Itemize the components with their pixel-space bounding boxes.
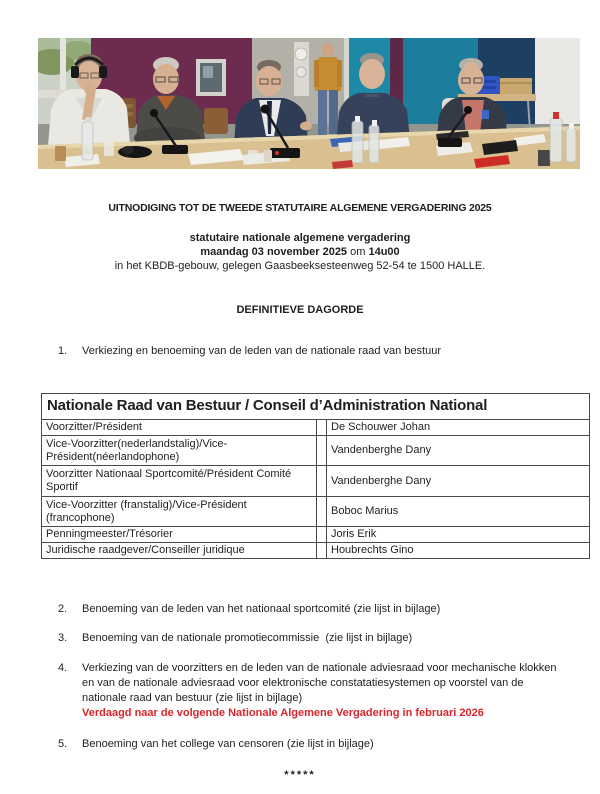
agenda-item-text: Verkiezing van de voorzitters en de leden van de nationale adviesraad voor mechanische klokken en van de nationale adviesraad voor elektronische constatatiesystemen op voorstel van de nationale raad van bestuur (zie lijst in bijlage) [82, 662, 560, 704]
name-cell: Vandenberghe Dany [327, 466, 590, 497]
subtitle-line1: statutaire nationale algemene vergadering [189, 232, 411, 244]
agenda-item-number: 4. [58, 662, 68, 674]
role-cell: Penningmeester/Trésorier [42, 527, 317, 543]
role-cell: Voorzitter Nationaal Sportcomité/Président Comité Sportif [42, 466, 317, 497]
name-cell: Vandenberghe Dany [327, 436, 590, 466]
spacer-cell [317, 543, 327, 559]
table-row [42, 466, 590, 497]
spacer-cell [317, 466, 327, 497]
postponement-note: Verdaagd naar de volgende Nationale Algemene Vergadering in februari 2026 [82, 707, 484, 719]
role-cell: Voorzitter/Président [42, 420, 317, 436]
meeting-time: 14u00 [368, 246, 400, 258]
agenda-item-2 [58, 602, 558, 617]
agenda-item-number: 3. [58, 632, 68, 644]
subtitle-line2-connector: om [347, 246, 369, 258]
spacer-cell [317, 420, 327, 436]
spacer-cell [317, 436, 327, 466]
board-table-title: Nationale Raad van Bestuur / Conseil d’Administration National [42, 394, 590, 420]
table-row [42, 436, 590, 466]
table-row [42, 497, 590, 527]
agenda-item-text: Benoeming van het college van censoren (zie lijst in bijlage) [82, 738, 374, 750]
agenda-item-number: 2. [58, 603, 68, 615]
role-cell: Vice-Voorzitter (franstalig)/Vice-Président (francophone) [42, 497, 317, 527]
table-row [42, 420, 590, 436]
role-cell: Juridische raadgever/Conseiller juridique [42, 543, 317, 559]
table-row [42, 543, 590, 559]
name-cell: Joris Erik [327, 527, 590, 543]
name-cell: Boboc Marius [327, 497, 590, 527]
meeting-photo [38, 38, 580, 169]
spacer-cell [317, 527, 327, 543]
agenda-item-text: Benoeming van de leden van het nationaal sportcomité (zie lijst in bijlage) [82, 603, 441, 615]
role-cell: Vice-Voorzitter(nederlandstalig)/Vice-Président(néerlandophone) [42, 436, 317, 466]
agenda-item-number: 1. [58, 345, 68, 357]
subtitle-line2 [0, 245, 600, 259]
agenda-heading: DEFINITIEVE DAGORDE [236, 304, 364, 316]
agenda-item-1 [58, 344, 558, 359]
name-cell: De Schouwer Johan [327, 420, 590, 436]
name-cell: Houbrechts Gino [327, 543, 590, 559]
spacer-cell [317, 497, 327, 527]
agenda-item-5 [58, 737, 558, 752]
meeting-photo-illustration [38, 38, 580, 169]
meeting-date: maandag 03 november 2025 [200, 246, 348, 258]
board-table-header-row [42, 394, 590, 420]
document-title: UITNODIGING TOT DE TWEEDE STATUTAIRE ALGEMENE VERGADERING 2025 [108, 202, 492, 214]
agenda-item-4 [58, 661, 558, 721]
meeting-subtitle [0, 231, 600, 273]
meeting-location: in het KBDB-gebouw, gelegen Gaasbeeksesteenweg 52-54 te 1500 HALLE. [114, 260, 486, 272]
board-table [41, 393, 590, 559]
agenda-item-number: 5. [58, 738, 68, 750]
table-row [42, 527, 590, 543]
agenda-item-text: Verkiezing en benoeming van de leden van de nationale raad van bestuur [82, 345, 441, 357]
agenda-item-3 [58, 631, 558, 646]
agenda-item-text: Benoeming van de nationale promotiecommissie (zie lijst in bijlage) [82, 632, 413, 644]
end-of-document-mark: ***** [284, 769, 316, 781]
